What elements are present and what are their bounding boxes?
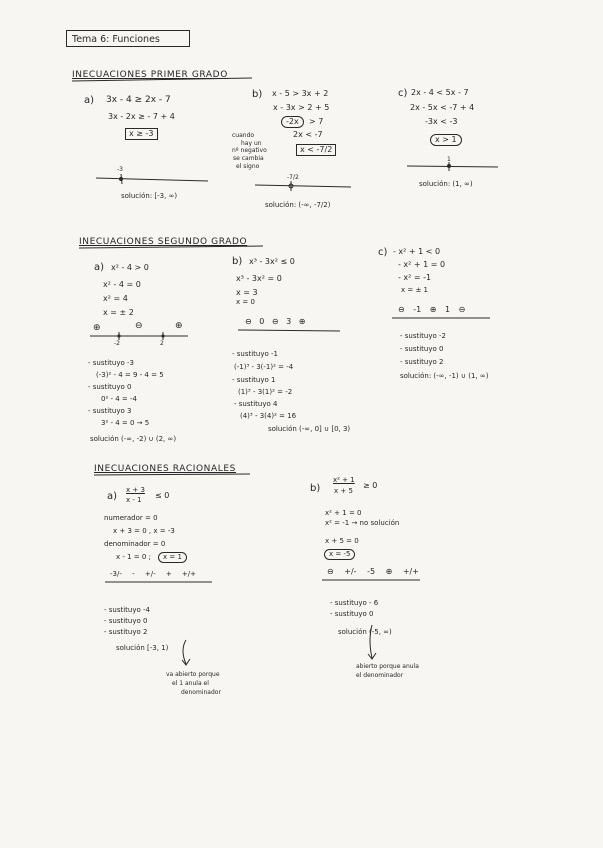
step-2c-3: - sustituyo 2 xyxy=(400,358,444,366)
solution-2a: solución (-∞, -2) ∪ (2, ∞) xyxy=(90,435,177,443)
eq-2b-3: x = 0 xyxy=(236,298,255,306)
note-3a-3: denominador xyxy=(181,689,221,696)
eq-1b-1: x - 5 > 3x + 2 xyxy=(272,89,329,98)
fraction-3a-num: x + 3 xyxy=(126,486,145,494)
arrow-3b xyxy=(370,625,372,658)
step-2a-1: - sustituyo -3 xyxy=(88,359,134,367)
eq-1a-2: 3x - 2x ≥ - 7 + 4 xyxy=(108,112,175,121)
point-2a-1 xyxy=(117,334,120,337)
heading-underline-1 xyxy=(72,78,252,81)
numberline-2c-labels: ⊖ -1 ⊕ 1 ⊖ xyxy=(398,305,466,314)
result-1b: x < -7/2 xyxy=(296,144,336,156)
step-3a-2: - sustituyo 0 xyxy=(104,617,148,625)
solution-1a: solución: [-3, ∞) xyxy=(121,192,178,200)
step-2b-6: (4)³ - 3(4)² = 16 xyxy=(240,412,297,420)
result-1a: x ≥ -3 xyxy=(125,128,158,140)
label-1c: c) xyxy=(398,88,408,99)
sign-2a-3: ⊕ xyxy=(175,321,183,331)
step-3b-1: - sustituyo - 6 xyxy=(330,599,379,607)
eq-2b-2: x = 3 xyxy=(236,288,258,297)
numberline-3b-labels: ⊖ +/- -5 ⊕ +/+ xyxy=(327,567,419,576)
eq-2a-0: x² - 4 > 0 xyxy=(111,263,149,272)
step-2a-4: 0² - 4 = -4 xyxy=(101,395,137,403)
eq-2c-3: x = ± 1 xyxy=(401,286,429,294)
step-2a-5: - sustituyo 3 xyxy=(88,407,132,415)
eq-3a-3: denominador = 0 xyxy=(104,540,166,548)
fraction-3b-num: x² + 1 xyxy=(333,476,355,484)
eq-2c-0: - x² + 1 < 0 xyxy=(393,247,441,256)
step-2b-1: - sustituyo -1 xyxy=(232,350,278,358)
label-1b: b) xyxy=(252,89,263,100)
section-heading-first-degree: INECUACIONES PRIMER GRADO xyxy=(72,70,228,80)
solution-3b: solución (-5, ∞) xyxy=(338,628,392,636)
relation-3a: ≤ 0 xyxy=(155,491,170,500)
numberline-3a-labels: -3/- - +/- + +/+ xyxy=(110,570,196,578)
eq-1b-4: 2x < -7 xyxy=(293,130,323,139)
step-3b-2: - sustituyo 0 xyxy=(330,610,374,618)
heading-underline-2 xyxy=(79,246,263,248)
tick-1c: 1 xyxy=(447,156,451,163)
step-2b-3: - sustituyo 1 xyxy=(232,376,276,384)
eq-1b-2: x - 3x > 2 + 5 xyxy=(273,103,330,112)
heading-underline-3 xyxy=(94,474,250,475)
page-title: Tema 6: Funciones xyxy=(66,30,190,47)
note-3a-2: el 1 anula el xyxy=(172,680,209,687)
eq-2b-0: x³ - 3x² ≤ 0 xyxy=(249,257,295,266)
note-1b-4: se cambia xyxy=(233,155,264,162)
eq-2a-3: x = ± 2 xyxy=(103,308,134,317)
eq-1b-3: > 7 xyxy=(309,117,324,126)
label-2c: c) xyxy=(378,247,388,258)
tick-1b: -7/2 xyxy=(287,174,299,181)
note-3b-2: el denominador xyxy=(356,672,404,679)
step-2c-2: - sustituyo 0 xyxy=(400,345,444,353)
step-3a-1: - sustituyo -4 xyxy=(104,606,150,614)
eq-2c-1: - x² + 1 = 0 xyxy=(398,260,446,269)
label-3a: a) xyxy=(107,491,118,502)
step-2a-6: 3² - 4 = 0 → 5 xyxy=(101,419,150,427)
eq-3b-3: x + 5 = 0 xyxy=(325,537,359,545)
solution-3a: solución [-3, 1) xyxy=(116,644,169,652)
step-2b-4: (1)³ - 3(1)² = -2 xyxy=(238,388,293,396)
fraction-3a-den: x - 1 xyxy=(126,496,142,504)
note-1b-1: cuando xyxy=(232,132,255,139)
fraction-3b-den: x + 5 xyxy=(334,487,353,495)
label-2b: b) xyxy=(232,256,243,267)
point-1c xyxy=(447,164,451,168)
label-3b: b) xyxy=(310,483,321,494)
label-1a: a) xyxy=(84,95,95,106)
label-2a: a) xyxy=(94,262,105,273)
step-2b-2: (-1)³ - 3(-1)² = -4 xyxy=(234,363,294,371)
eq-1c-1: 2x - 4 < 5x - 7 xyxy=(411,88,469,97)
eq-2a-2: x² = 4 xyxy=(103,294,128,303)
eq-2c-2: - x² = -1 xyxy=(398,273,432,282)
step-2a-2: (-3)² - 4 = 9 - 4 = 5 xyxy=(96,371,164,379)
note-1b-5: el signo xyxy=(236,163,260,170)
eq-2a-1: x² - 4 = 0 xyxy=(103,280,141,289)
eq-1a-1: 3x - 4 ≥ 2x - 7 xyxy=(106,95,171,105)
solution-1c: solución: (1, ∞) xyxy=(419,180,473,188)
section-heading-rational: INECUACIONES RACIONALES xyxy=(94,464,236,474)
step-2c-1: - sustituyo -2 xyxy=(400,332,446,340)
note-1b-3: nº negativo xyxy=(232,147,267,154)
step-3a-3: - sustituyo 2 xyxy=(104,628,148,636)
numberline-1c xyxy=(407,166,498,167)
sign-2a-1: ⊕ xyxy=(93,323,101,333)
numberline-2b xyxy=(238,330,340,331)
step-2a-3: - sustituyo 0 xyxy=(88,383,132,391)
numberline-1a xyxy=(96,178,208,181)
eq-2b-1: x³ - 3x² = 0 xyxy=(236,274,282,283)
circled-neg-coef: -2x xyxy=(281,116,304,128)
point-1a xyxy=(119,177,123,181)
result-1c: x > 1 xyxy=(430,134,462,146)
solution-2c: solución: (-∞, -1) ∪ (1, ∞) xyxy=(400,372,489,380)
numberline-2b-labels: ⊖ 0 ⊖ 3 ⊕ xyxy=(245,317,306,326)
tick-1a: -3 xyxy=(117,166,123,173)
eq-1c-2: 2x - 5x < -7 + 4 xyxy=(410,103,475,112)
circled-x-minus-5: x = -5 xyxy=(324,549,355,560)
eq-3a-4: x - 1 = 0 ; xyxy=(116,553,151,561)
eq-3a-2: x + 3 = 0 , x = -3 xyxy=(113,527,175,535)
step-2b-5: - sustituyo 4 xyxy=(234,400,278,408)
section-heading-second-degree: INECUACIONES SEGUNDO GRADO xyxy=(79,237,248,247)
note-1b-2: hay un xyxy=(241,140,262,147)
point-2a-2 xyxy=(161,334,164,337)
circled-x-1: x = 1 xyxy=(158,552,187,563)
eq-3b-2: x² = -1 → no solución xyxy=(325,519,400,527)
relation-3b: ≥ 0 xyxy=(363,481,378,490)
numberline-1b xyxy=(255,185,351,187)
sign-2a-2: ⊖ xyxy=(135,321,143,331)
solution-1b: solución: (-∞, -7/2) xyxy=(265,201,331,209)
solution-2b: solución (-∞, 0] ∪ [0, 3) xyxy=(268,425,351,433)
tick-2a-2: 2 xyxy=(160,340,164,347)
eq-3a-1: numerador = 0 xyxy=(104,514,158,522)
eq-3b-1: x² + 1 = 0 xyxy=(325,509,362,517)
tick-2a-1: -2 xyxy=(114,340,120,347)
note-3a-1: va abierto porque xyxy=(166,671,220,678)
note-3b-1: abierto porque anula xyxy=(356,663,419,670)
eq-1c-3: -3x < -3 xyxy=(425,117,458,126)
arrow-3a xyxy=(183,640,186,664)
